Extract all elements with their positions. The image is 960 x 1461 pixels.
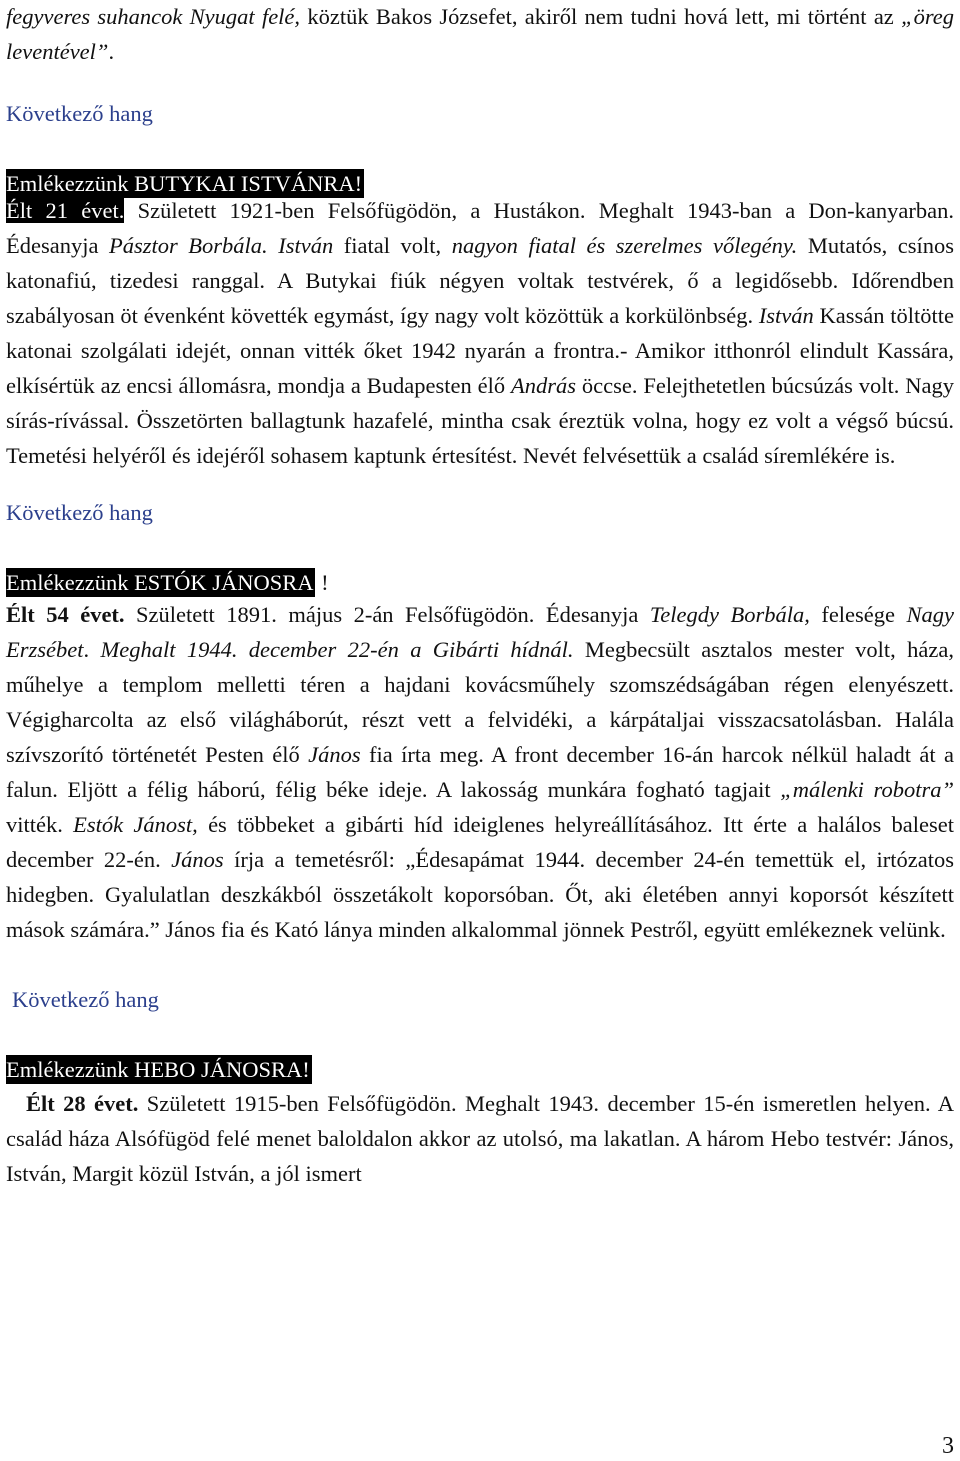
body-text: Kassán töltötte katonai szolgálati idejét, onnan vitték őket 1942 nyarán a frontra.- Amikor itthonról elindult Kassára, elkísértük az encsi állomásra, mondja a Budapesten élő (6, 303, 954, 398)
italic-text: fegyveres suhancok Nyugat felé, (6, 4, 301, 29)
heading-butykai: Emlékezzünk BUTYKAI ISTVÁNRA! (6, 171, 363, 196)
heading-estok-end: ! (315, 570, 329, 595)
italic-text: Meghalt 1944. december 22-én a Gibárti hídnál. (100, 637, 574, 662)
italic-name: Estók Jánost, (73, 812, 198, 837)
body-text: Született 1891. május 2-án Felsőfügödön. Édesanyja (124, 602, 650, 627)
next-voice-link-3[interactable]: Következő hang (12, 987, 159, 1012)
paragraph-hebo (6, 1086, 954, 1191)
body-text: fia írta meg. A front december 16-án harcok nélkül haladt át a falun. Eljött a félig háború, félig béke ideje. A lakosság munkára fogható tagjait (6, 742, 954, 802)
next-voice-link-1[interactable]: Következő hang (6, 101, 153, 126)
body-text: fiatal volt, (333, 233, 452, 258)
body-text: vitték. (6, 812, 74, 837)
italic-quote: „málenki robotra” (780, 777, 954, 802)
italic-text: nagyon fiatal és szerelmes vőlegény. (451, 233, 798, 258)
body-text: Mutatós, csínos katonafiú, tizedesi ranggal. A Butykai fiúk négyen voltak testvérek, ő a legidősebb. Időrendben szabályosan öt évenként követték egymást, így nagy volt közöttük a korkülönbség. (6, 233, 954, 328)
intro-paragraph (6, 0, 954, 69)
bold-alt: Élt 54 évet. (6, 602, 125, 627)
paragraph-butykai (6, 193, 954, 473)
body-text: Született 1915-ben Felsőfügödön. Meghalt 1943. december 15-én ismeretlen helyen. A család háza Alsófügöd felé menet baloldalon akkor az utolsó, ma lakatlan. A három Hebo testvér: János, István, Margit közül István, a jól ismert (6, 1091, 955, 1186)
heading-estok-wrap (6, 568, 954, 597)
heading-estok: Emlékezzünk ESTÓK JÁNOSRA (6, 570, 314, 595)
body-text: írja a temetésről: „Édesapámat 1944. december 24-én temettük el, irtózatos hidegben. Gyalulatlan deszkákból összetákolt koporsóban. Őt, aki életében annyi koporsót készített mások számára.” János fia és Kató lánya minden alkalommal jönnek Pestről, együtt emlékeznek velünk. (6, 847, 954, 942)
italic-name: István (758, 303, 814, 328)
document-page (6, 0, 954, 1191)
italic-name: Telegdy Borbála, (649, 602, 810, 627)
heading-hebo: Emlékezzünk HEBO JÁNOSRA! (6, 1057, 310, 1082)
italic-name: András (510, 373, 576, 398)
body-text: Megbecsült asztalos mester volt, háza, műhelye a templom melletti téren a hajdani kovácsműhely szomszédságában régen elenyészett. Végigharcolta az első világháborút, részt vett a felvidéki, a kárpátaljai visszacsatolásban. Halála szívszorító történetét Pesten élő (6, 637, 954, 767)
italic-name: Nagy Erzsébet (6, 602, 954, 662)
body-text: Született 1921-ben Felsőfügödön, a Hustákon. Meghalt 1943-ban a Don-kanyarban. Édesanyja (6, 198, 954, 258)
body-text: öccse. Felejthetetlen búcsúzás volt. Nagy sírás-rívással. Összetörten ballagtunk hazafelé, mintha csak éreztük volna, hogy ez volt a végső búcsú. Temetési helyéről és idejéről sohasem kaptunk értesítést. Nevét felvésettük a család síremlékére is. (6, 373, 954, 468)
body-text (268, 233, 279, 258)
body-text: . (83, 637, 101, 662)
heading-hebo-wrap (6, 1055, 954, 1084)
italic-name: István (278, 233, 334, 258)
body-text: köztük Bakos Józsefet, akiről nem tudni hová lett, mi történt az (300, 4, 902, 29)
body-text: felesége (809, 602, 907, 627)
paragraph-estok (6, 597, 954, 947)
italic-name: János (308, 742, 361, 767)
italic-name: János (171, 847, 224, 872)
italic-quote: „öreg leventével” (6, 4, 954, 64)
italic-name: Pásztor Borbála. (109, 233, 268, 258)
body-text: és többeket a gibárti híd ideiglenes helyreállításához. Itt érte a halálos baleset december 22-én. (6, 812, 955, 872)
next-voice-link-2[interactable]: Következő hang (6, 500, 153, 525)
bold-alt: Élt 28 évet. (26, 1091, 139, 1116)
body-text: . (108, 39, 115, 64)
highlight-alt: Élt 21 évet. (6, 198, 125, 223)
page-number: 3 (942, 1433, 954, 1459)
